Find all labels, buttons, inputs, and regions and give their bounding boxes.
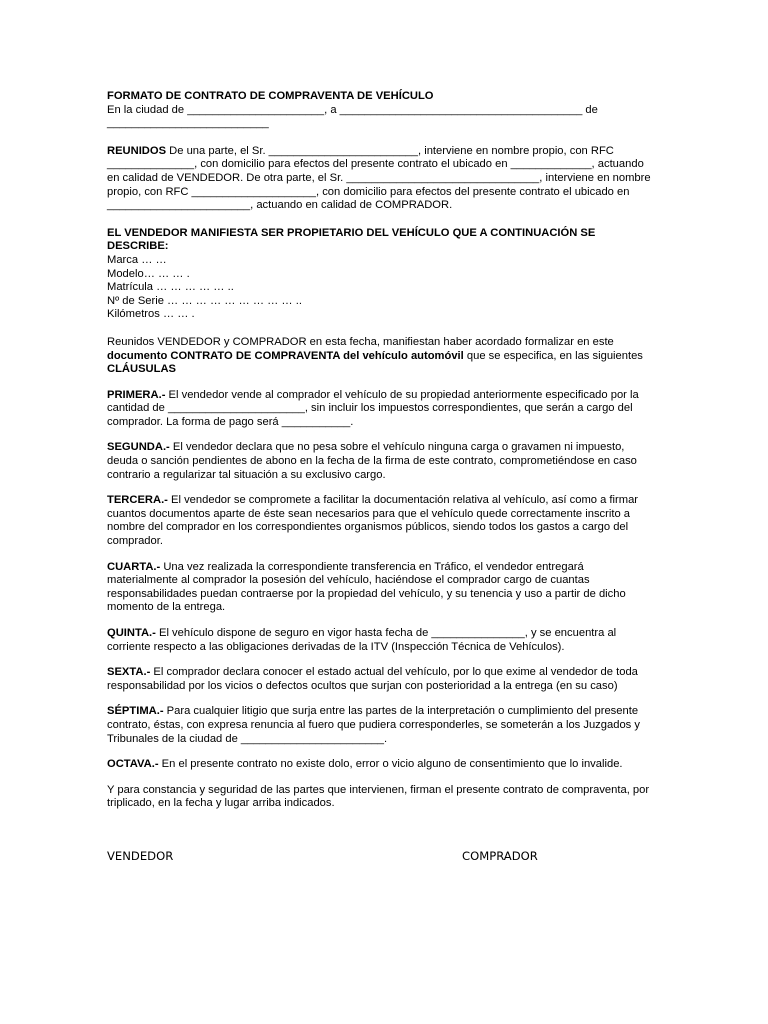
clause-text: El vendedor vende al comprador el vehículo de su propiedad anteriormente especificado por la cantidad de ______________________, sin incluir los impuestos correspondientes, que serán a cargo del comprador. La forma de pago será ___________. [107, 388, 639, 428]
clause-text: El vendedor se compromete a facilitar la documentación relativa al vehículo, así como a firmar cuantos documentos aparte de éste sean necesarios para que el vehículo quede correctamente inscrito a nombre del comprador en los correspondientes organismos públicos, siendo todos los gastos a cargo del comprador. [107, 494, 639, 548]
closing-paragraph: Y para constancia y seguridad de las partes que intervienen, firman el presente contrato de compraventa, por triplicado, en la fecha y lugar arriba indicados. [107, 783, 650, 810]
reunidos2-bold: documento CONTRATO DE COMPRAVENTA del vehículo automóvil [107, 349, 464, 362]
clause-label: OCTAVA.- [107, 758, 159, 771]
vehicle-field-marca: Marca … … [107, 253, 167, 266]
clause-label: TERCERA.- [107, 494, 168, 507]
clause-octava [107, 758, 655, 772]
clause-text: Para cualquier litigio que surja entre las partes de la interpretación o cumplimiento del presente contrato, éstas, con expresa renuncia al fuero que pudiera corresponderles, se someterán a los Juzgados y Tribunales de la ciudad de _______________________. [107, 705, 640, 745]
reunidos-label: REUNIDOS [107, 144, 167, 157]
signature-comprador: COMPRADOR [462, 849, 538, 863]
vehicle-field-modelo: Modelo… … … . [107, 267, 190, 280]
vehicle-field-matricula: Matrícula … … … … … .. [107, 281, 234, 294]
clause-tercera [107, 494, 655, 548]
reunidos2-end: que se especifica, en las siguientes [466, 349, 643, 362]
signature-vendedor: VENDEDOR [107, 849, 174, 863]
reunidos2-start: Reunidos VENDEDOR y COMPRADOR en esta fecha, manifiestan haber acordado formalizar en este [107, 335, 614, 348]
intro-paragraph: En la ciudad de ______________________, a _______________________________________ de __________________________ [107, 103, 598, 130]
clause-label: SÉPTIMA.- [107, 705, 164, 718]
clause-label: QUINTA.- [107, 627, 156, 639]
clause-primera [107, 389, 655, 430]
clause-septima [107, 705, 655, 746]
reunidos-paragraph [107, 145, 655, 213]
clause-text: El vendedor declara que no pesa sobre el vehículo ninguna carga o gravamen ni impuesto, deuda o sanción pendientes de abono en la fecha de la firma de este contrato, comprometiéndose en caso contrario a regularizar tal situación a su exclusivo cargo. [107, 441, 637, 481]
clause-quinta [107, 627, 655, 654]
clause-text: El comprador declara conocer el estado actual del vehículo, por lo que exime al vendedor de toda responsabilidad por los vicios o defectos ocultos que surjan con posterioridad a la entrega (en su caso) [107, 666, 638, 692]
document-title: FORMATO DE CONTRATO DE COMPRAVENTA DE VEHÍCULO [107, 90, 434, 102]
clause-label: CUARTA.- [107, 560, 161, 573]
vehicle-fields [107, 254, 655, 322]
clause-sexta [107, 666, 655, 693]
reunidos-text: De una parte, el Sr. ________________________, interviene en nombre propio, con RFC ______________, con domicilio para efectos del presente contrato el ubicado en _____________, actuando en calidad de VENDEDOR. De otra parte, el Sr. _______________________________, interviene en nombre propio, con RFC ____________________, con domicilio para efectos del presente contrato el ubicado en _______________________, actuando en calidad de COMPRADOR. [107, 144, 651, 212]
contract-document [107, 90, 655, 811]
signature-row [107, 849, 627, 865]
clause-label: SEXTA.- [107, 666, 151, 679]
clause-cuarta [107, 561, 655, 615]
vehicle-field-kilometros: Kilómetros … … . [107, 308, 195, 321]
clause-segunda [107, 441, 655, 482]
clause-label: PRIMERA.- [107, 388, 166, 401]
clause-text: En el presente contrato no existe dolo, error o vicio alguno de consentimiento que lo invalide. [158, 758, 623, 771]
clause-text: El vehículo dispone de seguro en vigor hasta fecha de _______________, y se encuentra al corriente respecto a las obligaciones derivadas de la ITV (Inspección Técnica de Vehículos). [107, 627, 617, 653]
vehicle-field-serie: Nº de Serie … … … … … … … … … .. [107, 294, 302, 307]
clausulas-label: CLÁUSULAS [107, 363, 176, 376]
reunidos-formalize-paragraph [107, 336, 655, 377]
vendedor-heading: EL VENDEDOR MANIFIESTA SER PROPIETARIO DEL VEHÍCULO QUE A CONTINUACIÓN SE DESCRIBE: [107, 226, 596, 253]
clause-label: SEGUNDA.- [107, 441, 170, 454]
clause-text: Una vez realizada la correspondiente transferencia en Tráfico, el vendedor entregará materialmente al comprador la posesión del vehículo, haciéndose el comprador cargo de cuantas responsabilidades puedan contraerse por la propiedad del vehículo, y su tenencia y uso a partir de dicho momento de la entrega. [107, 560, 626, 614]
